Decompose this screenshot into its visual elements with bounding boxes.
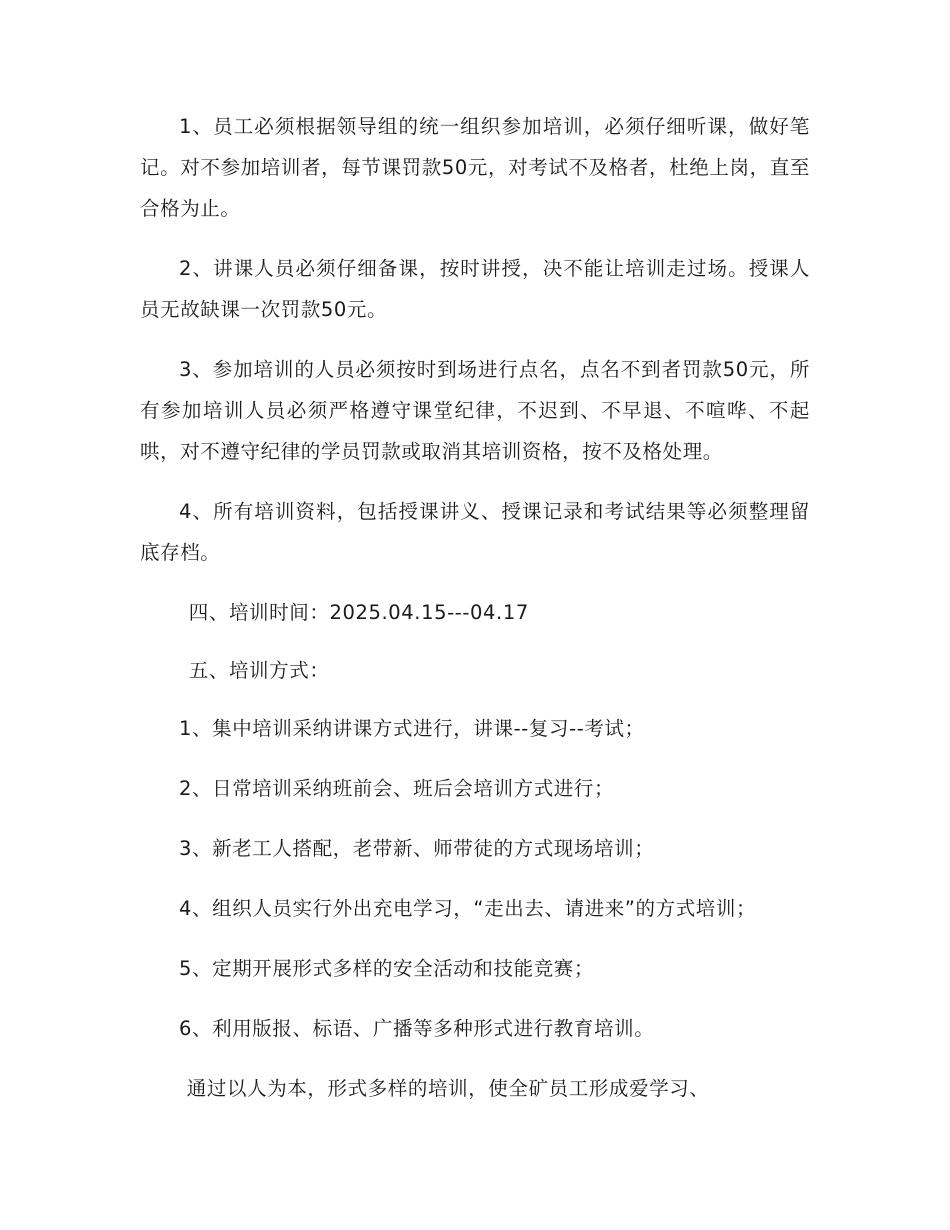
method-item-6: 6、利用版报、标语、广播等多种形式进行教育培训。 xyxy=(179,1017,655,1040)
method-item-5: 5、定期开展形式多样的安全活动和技能竞赛； xyxy=(179,957,595,980)
paragraph-rule-2: 2、讲课人员必须仔细备课，按时讲授，决不能让培训走过场。授课人员无故缺课一次罚款50元。 xyxy=(140,257,810,321)
method-item-3: 3、新老工人搭配，老带新、师带徒的方式现场培训； xyxy=(179,837,655,860)
section-heading-training-method: 五、培训方式： xyxy=(188,659,330,682)
document-body xyxy=(140,106,810,1128)
method-item-2: 2、日常培训采纳班前会、班后会培训方式进行； xyxy=(179,777,615,800)
section-heading-training-time: 四、培训时间：2025.04.15---04.17 xyxy=(188,601,529,624)
paragraph-rule-1: 1、员工必须根据领导组的统一组织参加培训，必须仔细听课，做好笔记。对不参加培训者，每节课罚款50元，对考试不及格者，杜绝上岗，直至合格为止。 xyxy=(140,115,810,220)
paragraph-rule-3: 3、参加培训的人员必须按时到场进行点名，点名不到者罚款50元，所有参加培训人员必须严格遵守课堂纪律，不迟到、不早退、不喧哗、不起哄，对不遵守纪律的学员罚款或取消其培训资格，按不及格处理。 xyxy=(140,358,810,463)
method-item-4: 4、组织人员实行外出充电学习，“走出去、请进来”的方式培训； xyxy=(179,897,757,920)
paragraph-rule-4: 4、所有培训资料，包括授课讲义、授课记录和考试结果等必须整理留底存档。 xyxy=(140,500,810,564)
closing-paragraph: 通过以人为本，形式多样的培训，使全矿员工形成爱学习、 xyxy=(186,1077,710,1100)
method-item-1: 1、集中培训采纳讲课方式进行，讲课--复习--考试； xyxy=(179,717,645,740)
